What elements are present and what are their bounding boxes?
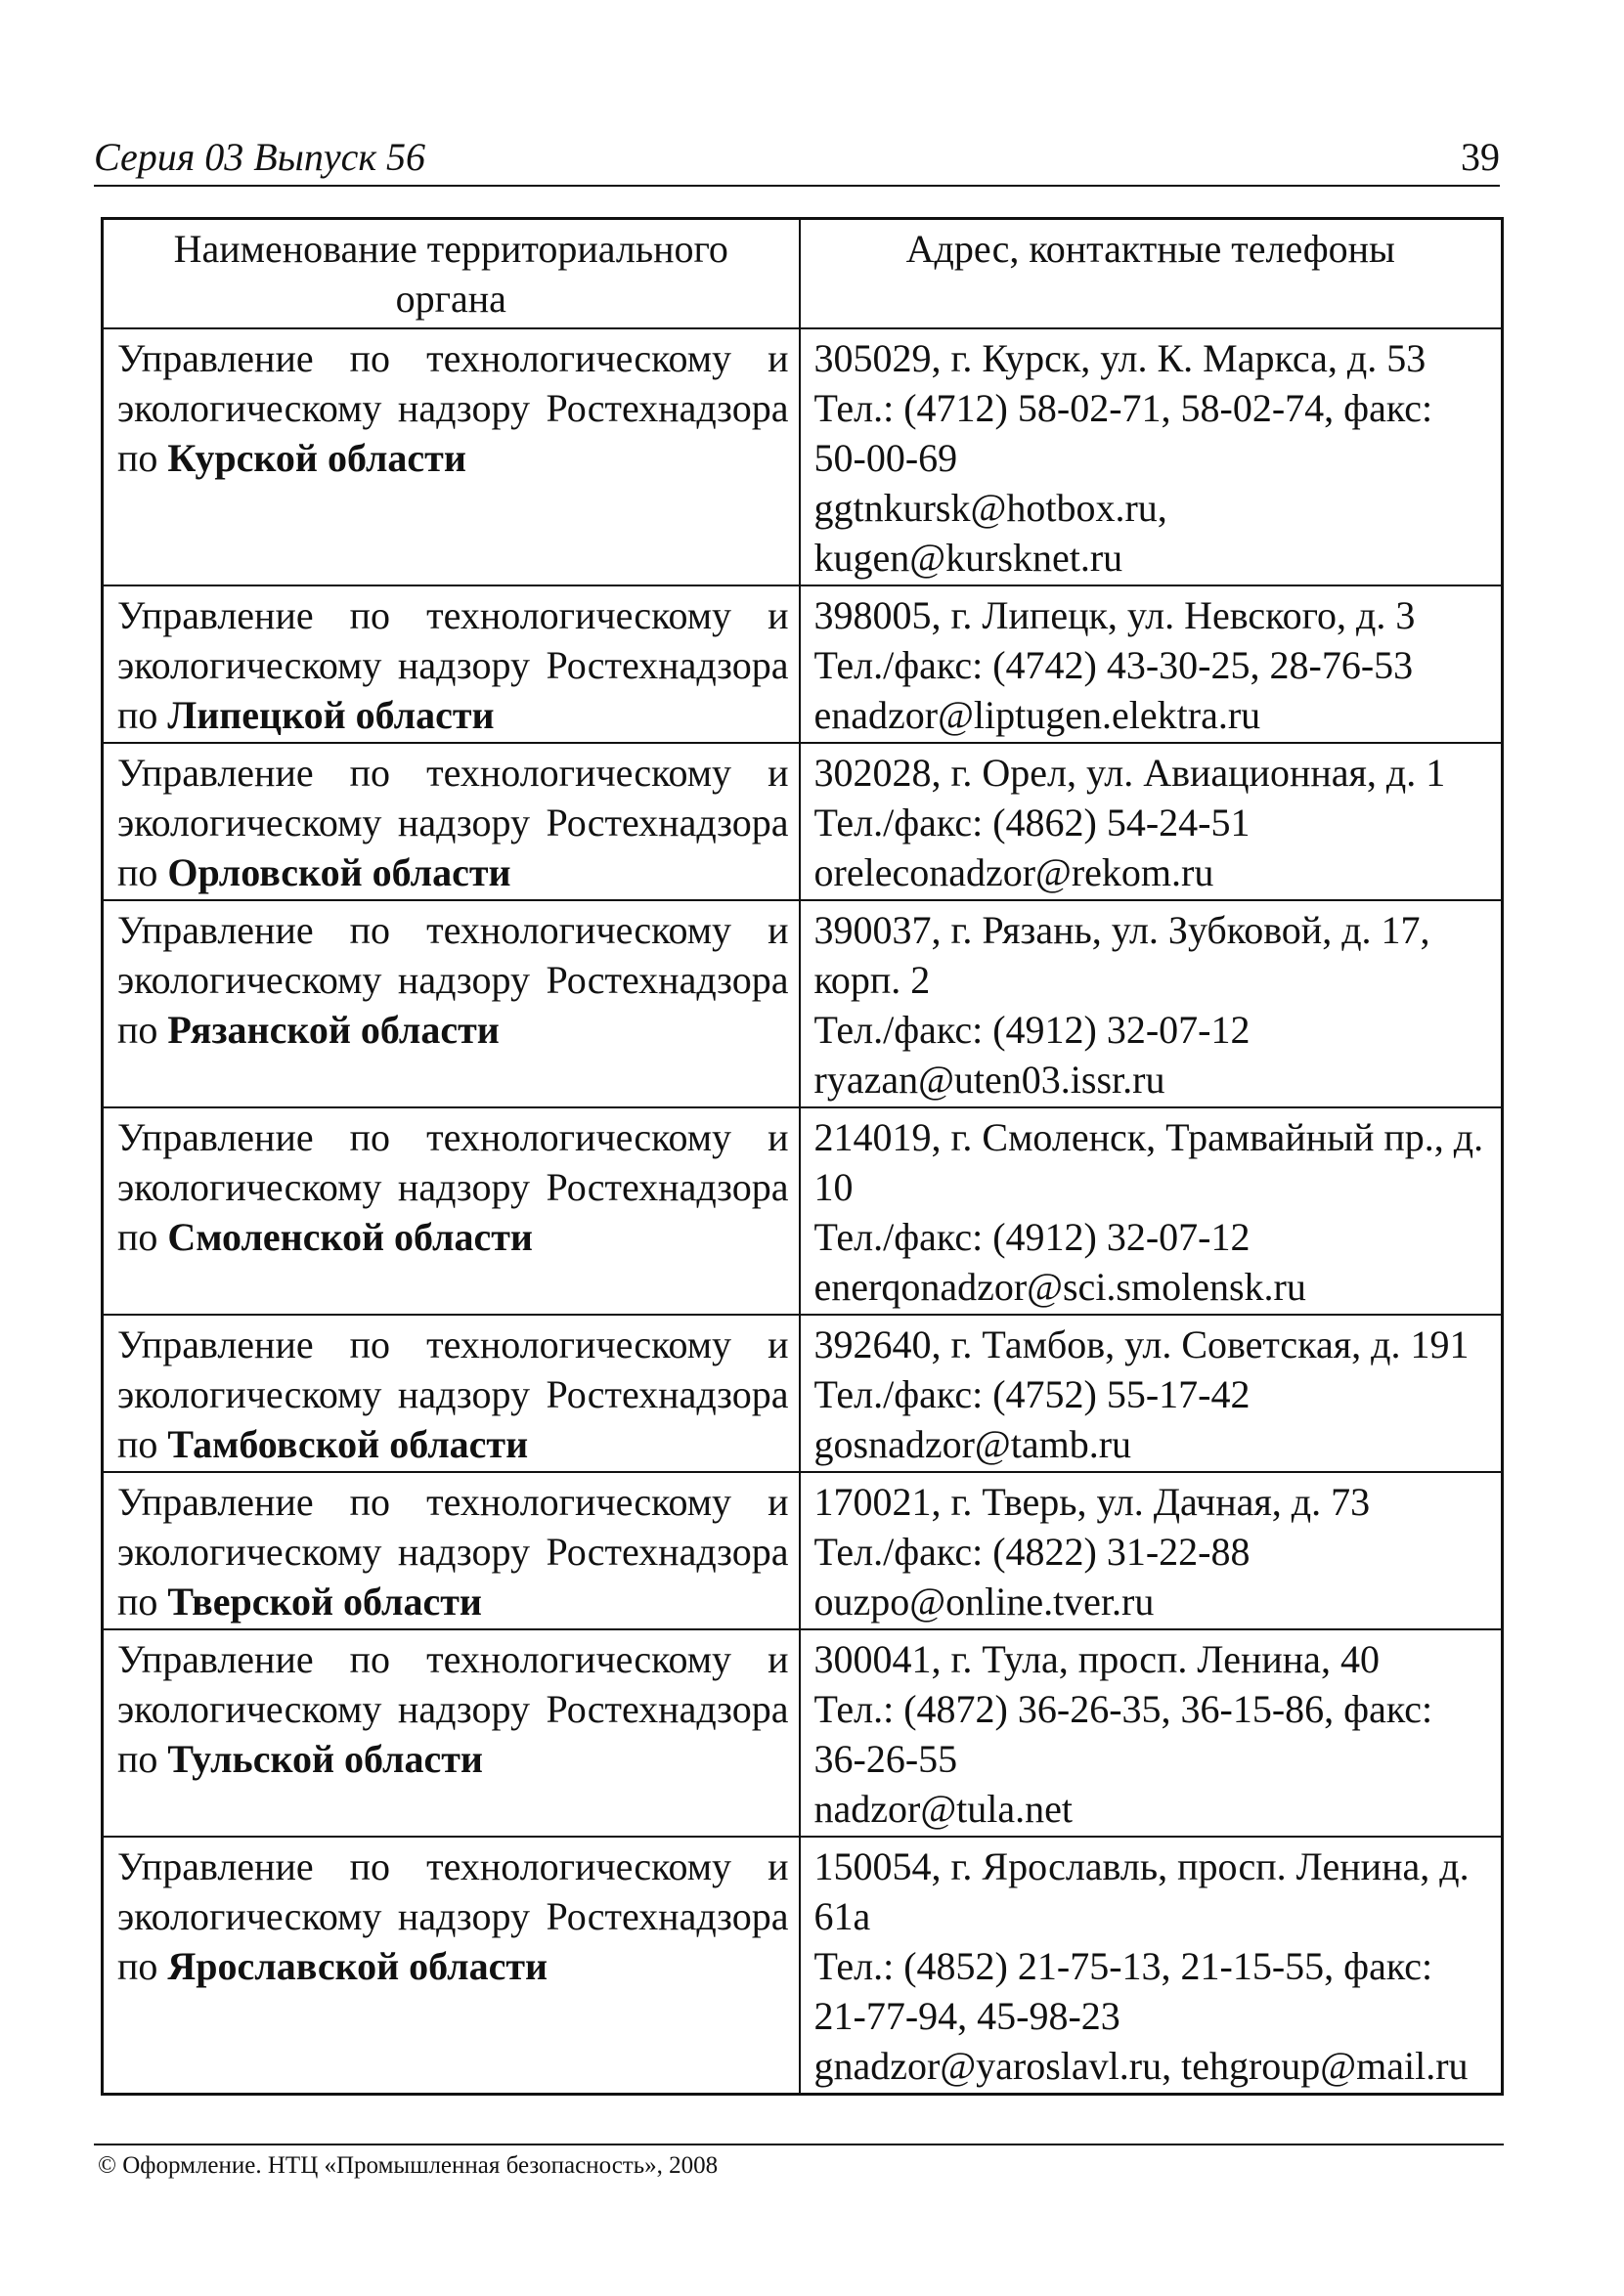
- copyright-footer: © Оформление. НТЦ «Промышленная безопасность», 2008: [98, 2152, 719, 2179]
- postal-address: 150054, г. Ярославль, просп. Ленина, д. 61а: [813, 1844, 1470, 1938]
- postal-address: 300041, г. Тула, просп. Ленина, 40: [813, 1637, 1380, 1681]
- region-name: Тамбовской области: [167, 1422, 529, 1466]
- email-address: ryazan@uten03.issr.ru: [813, 1058, 1165, 1102]
- region-name: Липецкой области: [167, 693, 495, 737]
- phone-numbers: Тел.: (4712) 58-02-71, 58-02-74, факс: 50-00-69: [813, 386, 1433, 480]
- postal-address: 398005, г. Липецк, ул. Невского, д. 3: [813, 593, 1416, 637]
- phone-numbers: Тел.: (4872) 36-26-35, 36-15-86, факс: 36-26-55: [813, 1687, 1433, 1781]
- column-header-name: Наименование территориального органа: [103, 219, 800, 329]
- territorial-body-name: [117, 748, 789, 897]
- body-name-prefix: Управление по технологическому и экологическому надзору Ростехнадзора по: [117, 1480, 789, 1624]
- email-address: ggtnkursk@hotbox.ru,: [813, 486, 1167, 530]
- body-name-prefix: Управление по технологическому и экологическому надзору Ростехнадзора по: [117, 751, 789, 894]
- postal-address: 392640, г. Тамбов, ул. Советская, д. 191: [813, 1322, 1470, 1366]
- postal-address: 390037, г. Рязань, ул. Зубковой, д. 17, корп. 2: [813, 908, 1430, 1002]
- postal-address: 214019, г. Смоленск, Трамвайный пр., д. 10: [813, 1115, 1484, 1209]
- series-issue-label: Серия 03 Выпуск 56: [94, 135, 426, 179]
- territorial-body-cell: [103, 1472, 800, 1629]
- territorial-bodies-table: [101, 217, 1504, 2096]
- region-name: Орловской области: [167, 850, 511, 894]
- address-contacts-cell: [800, 900, 1503, 1107]
- body-name-prefix: Управление по технологическому и экологическому надзору Ростехнадзора по: [117, 336, 789, 480]
- region-name: Ярославской области: [167, 1944, 549, 1988]
- postal-address: 302028, г. Орел, ул. Авиационная, д. 1: [813, 751, 1446, 795]
- postal-address: 170021, г. Тверь, ул. Дачная, д. 73: [813, 1480, 1371, 1524]
- address-contacts-cell: [800, 743, 1503, 900]
- territorial-body-cell: [103, 1629, 800, 1837]
- phone-numbers: Тел./факс: (4752) 55-17-42: [813, 1372, 1251, 1416]
- territorial-body-name: [117, 590, 789, 740]
- address-contacts-cell: [800, 328, 1503, 585]
- postal-address: 305029, г. Курск, ул. К. Маркса, д. 53: [813, 336, 1426, 380]
- table-row: [103, 1837, 1503, 2095]
- table-row: [103, 1315, 1503, 1472]
- phone-numbers: Тел./факс: (4862) 54-24-51: [813, 801, 1251, 845]
- territorial-body-cell: [103, 328, 800, 585]
- email-address: ouzpo@online.tver.ru: [813, 1580, 1155, 1624]
- email-address: oreleconadzor@rekom.ru: [813, 850, 1214, 894]
- territorial-body-cell: [103, 1837, 800, 2095]
- email-address: enadzor@liptugen.elektra.ru: [813, 693, 1261, 737]
- territorial-body-name: [117, 1112, 789, 1262]
- address-contacts-cell: [800, 1472, 1503, 1629]
- table-row: [103, 1629, 1503, 1837]
- table-row: [103, 328, 1503, 585]
- territorial-body-cell: [103, 585, 800, 743]
- table-body: [103, 328, 1503, 2095]
- table-row: [103, 1107, 1503, 1315]
- address-contacts-cell: [800, 585, 1503, 743]
- body-name-prefix: Управление по технологическому и экологическому надзору Ростехнадзора по: [117, 1115, 789, 1259]
- email-address: nadzor@tula.net: [813, 1787, 1074, 1831]
- region-name: Тульской области: [167, 1737, 483, 1781]
- email-address: gnadzor@yaroslavl.ru, tehgroup@mail.ru: [813, 2044, 1469, 2088]
- email-address: kugen@kursknet.ru: [813, 536, 1123, 580]
- territorial-body-cell: [103, 900, 800, 1107]
- table-row: [103, 900, 1503, 1107]
- territorial-body-cell: [103, 1315, 800, 1472]
- territorial-body-name: [117, 905, 789, 1055]
- phone-numbers: Тел./факс: (4822) 31-22-88: [813, 1530, 1251, 1574]
- body-name-prefix: Управление по технологическому и экологическому надзору Ростехнадзора по: [117, 1637, 789, 1781]
- table-row: [103, 743, 1503, 900]
- column-header-address: Адрес, контактные телефоны: [800, 219, 1503, 329]
- email-address: gosnadzor@tamb.ru: [813, 1422, 1132, 1466]
- table-header-row: [103, 219, 1503, 329]
- phone-numbers: Тел./факс: (4912) 32-07-12: [813, 1215, 1251, 1259]
- footer-divider: [94, 2144, 1504, 2145]
- phone-numbers: Тел./факс: (4742) 43-30-25, 28-76-53: [813, 643, 1414, 687]
- body-name-prefix: Управление по технологическому и экологическому надзору Ростехнадзора по: [117, 1844, 789, 1988]
- territorial-body-name: [117, 333, 789, 483]
- address-contacts-cell: [800, 1837, 1503, 2095]
- body-name-prefix: Управление по технологическому и экологическому надзору Ростехнадзора по: [117, 1322, 789, 1466]
- region-name: Курской области: [167, 436, 466, 480]
- territorial-body-name: [117, 1841, 789, 1991]
- phone-numbers: Тел./факс: (4912) 32-07-12: [813, 1008, 1251, 1052]
- table-row: [103, 585, 1503, 743]
- page-number: 39: [1461, 135, 1500, 179]
- region-name: Тверской области: [167, 1580, 482, 1624]
- region-name: Рязанской области: [167, 1008, 500, 1052]
- phone-numbers: Тел.: (4852) 21-75-13, 21-15-55, факс: 21-77-94, 45-98-23: [813, 1944, 1433, 2038]
- body-name-prefix: Управление по технологическому и экологическому надзору Ростехнадзора по: [117, 908, 789, 1052]
- territorial-body-cell: [103, 1107, 800, 1315]
- territorial-body-cell: [103, 743, 800, 900]
- email-address: enerqonadzor@sci.smolensk.ru: [813, 1265, 1306, 1309]
- address-contacts-cell: [800, 1107, 1503, 1315]
- address-contacts-cell: [800, 1629, 1503, 1837]
- body-name-prefix: Управление по технологическому и экологическому надзору Ростехнадзора по: [117, 593, 789, 737]
- table-row: [103, 1472, 1503, 1629]
- territorial-body-name: [117, 1320, 789, 1469]
- page-header: [94, 130, 1500, 187]
- region-name: Смоленской области: [167, 1215, 533, 1259]
- territorial-body-name: [117, 1477, 789, 1626]
- territorial-body-name: [117, 1634, 789, 1784]
- address-contacts-cell: [800, 1315, 1503, 1472]
